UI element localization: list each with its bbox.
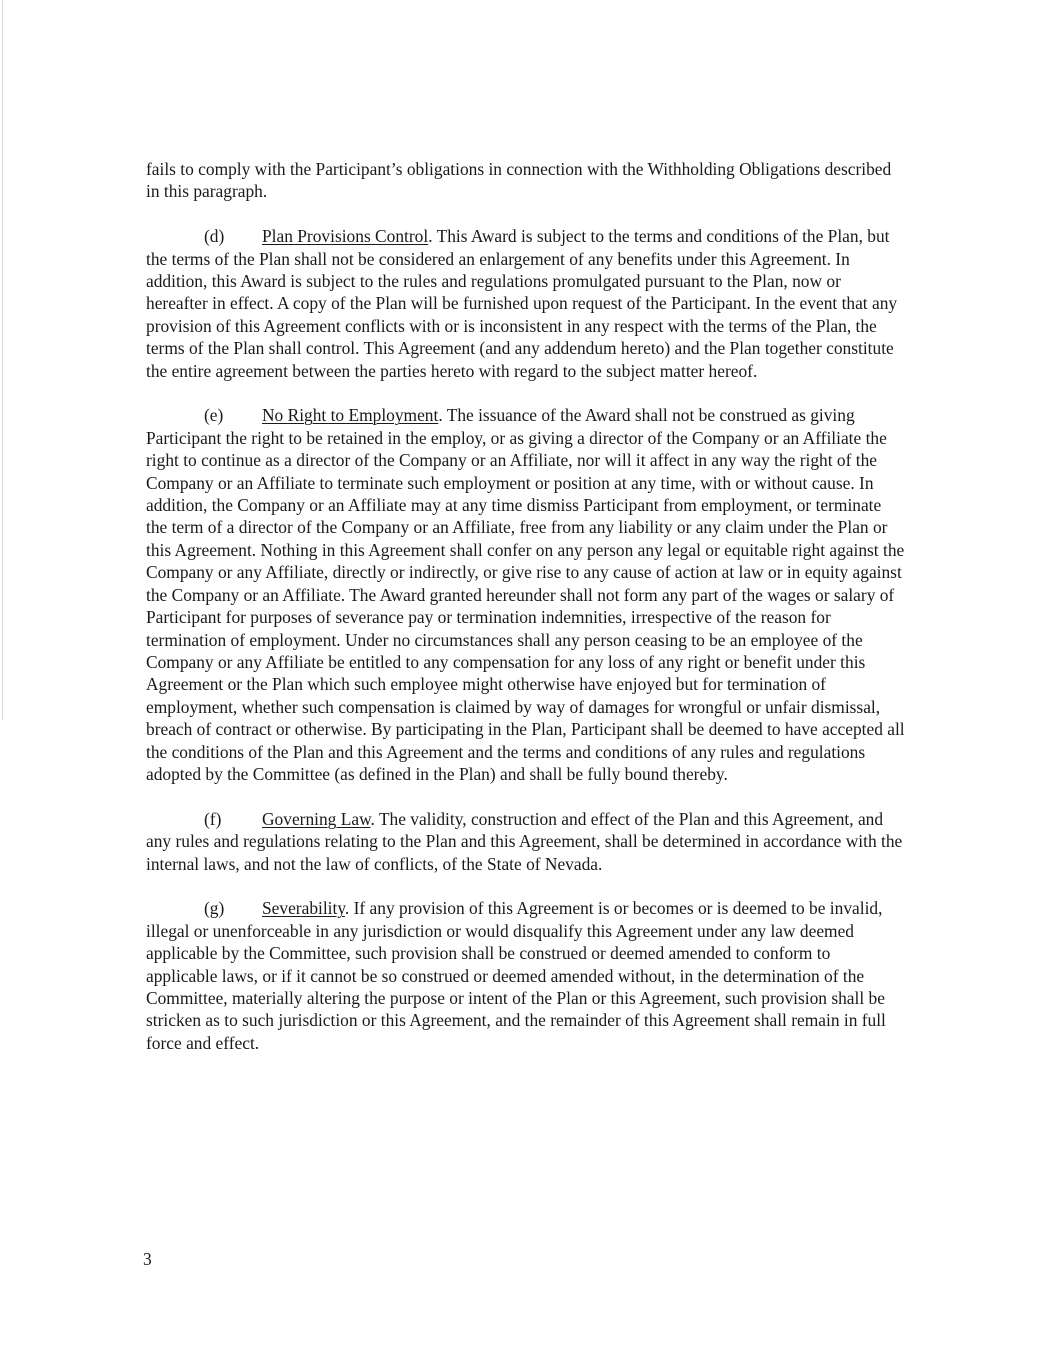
section-heading: Governing Law [262,808,371,829]
section-g [146,897,906,1054]
section-heading: No Right to Employment [262,405,439,426]
section-text: . If any provision of this Agreement is or becomes or is deemed to be invalid, illegal or unenforceable in any jurisdiction or would disqualify this Agreement under any law deemed applicable by the Committee, such provision shall be construed or deemed amended to conform to applicable laws, or if it cannot be so construed or deemed amended without, in the determination of the Committee, materially altering the purpose or intent of the Plan or this Agreement, such provision shall be stricken as to such jurisdiction or this Agreement, and the remainder of this Agreement shall remain in full force and effect. [146,898,886,1053]
section-text: . The issuance of the Award shall not be construed as giving Participant the right to be retained in the employ, or as giving a director of the Company or an Affiliate the right to continue as a director of the Company or an Affiliate, nor will it affect in any way the right of the Company or an Affiliate to terminate such employment or position at any time, with or without cause. In addition, the Company or an Affiliate may at any time dismiss Participant from employment, or terminate the term of a director of the Company or an Affiliate, free from any liability or any claim under the Plan or this Agreement. Nothing in this Agreement shall confer on any person any legal or equitable right against the Company or any Affiliate, directly or indirectly, or give rise to any cause of action at law or in equity against the Company or an Affiliate. The Award granted hereunder shall not form any part of the wages or salary of Participant for purposes of severance pay or termination indemnities, irrespective of the reason for termination of employment. Under no circumstances shall any person ceasing to be an employee of the Company or any Affiliate be entitled to any compensation for any loss of any right or benefit under this Agreement or the Plan which such employee might otherwise have enjoyed but for termination of employment, whether such compensation is claimed by way of damages for wrongful or unfair dismissal, breach of contract or otherwise. By participating in the Plan, Participant shall be deemed to have accepted all the conditions of the Plan and this Agreement and the terms and conditions of any rules and regulations adopted by the Committee (as defined in the Plan) and shall be fully bound thereby. [146,405,905,784]
section-label: (f) [204,808,222,829]
continuation-paragraph: fails to comply with the Participant’s obligations in connection with the Withholding Obligations described in this paragraph. [146,159,892,202]
document-body [146,158,906,1077]
section-heading: Plan Provisions Control [262,226,429,247]
section-label: (e) [204,405,224,426]
section-text: . This Award is subject to the terms and conditions of the Plan, but the terms of the Plan shall not be considered an enlargement of any benefits under this Agreement. In addition, this Award is subject to the rules and regulations promulgated pursuant to the Plan, now or hereafter in effect. A copy of the Plan will be furnished upon request of the Participant. In the event that any provision of this Agreement conflicts with or is inconsistent in any respect with the terms of the Plan, the terms of the Plan shall control. This Agreement (and any addendum hereto) and the Plan together constitute the entire agreement between the parties hereto with regard to the subject matter hereof. [146,226,898,381]
section-label: (g) [204,898,225,919]
section-f [146,808,906,875]
section-e [146,404,906,785]
scan-edge [2,0,3,720]
section-text: . The validity, construction and effect of the Plan and this Agreement, and any rules and regulations relating to the Plan and this Agreement, shall be determined in accordance with the internal laws, and not the law of conflicts, of the State of Nevada. [146,808,903,874]
section-heading: Severability [262,898,345,919]
section-label: (d) [204,226,225,247]
section-d [146,225,906,382]
page-number: 3 [143,1249,152,1269]
